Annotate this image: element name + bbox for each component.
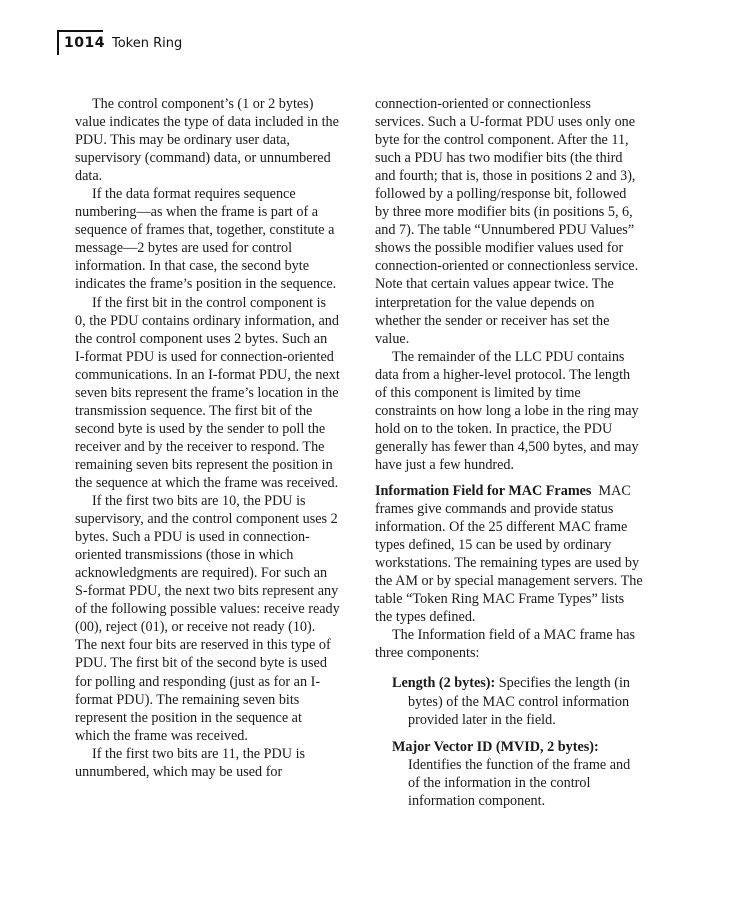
header-rule-vertical	[57, 30, 59, 55]
section-heading: Information Field for MAC Frames	[375, 482, 592, 499]
definition-text: Identifies the function of the frame and of the information in the control information component.	[408, 756, 631, 809]
header-rule-horizontal	[57, 30, 103, 32]
section-paragraph	[375, 482, 643, 626]
right-column	[375, 95, 643, 810]
paragraph: If the first two bits are 10, the PDU is supervisory, and the control component uses 2 bytes. Such a PDU is used in connection-oriented transmissions (those in which acknowledgments are required). For such an S-format PDU, the next two bits represent any of the following possible values: receive ready (00), reject (01), or receive not ready (10). The next four bits are reserved in this type of PDU. The first bit of the second byte is used for polling and responding (just as for an I-format PDU). The remaining seven bits represent the position in the sequence at which the frame was received.	[75, 493, 340, 744]
left-column	[75, 95, 340, 781]
paragraph: The Information field of a MAC frame has three components:	[375, 627, 636, 662]
paragraph: The control component’s (1 or 2 bytes) value indicates the type of data included in the PDU. This may be ordinary user data, supervisory (command) data, or unnumbered data.	[75, 96, 339, 185]
definition-term: Major Vector ID (MVID, 2 bytes):	[392, 738, 599, 755]
definition-text: Specifies the length (in bytes) of the MAC control information provided later in the field.	[408, 675, 630, 728]
running-title: Token Ring	[112, 36, 183, 51]
definition-term: Length (2 bytes):	[392, 675, 496, 692]
definition-mvid	[375, 738, 643, 810]
section-text: MAC frames give commands and provide status information. Of the 25 different MAC frame types defined, 15 can be used by ordinary workstations. The remaining types are used by the AM or by special management servers. The table “Token Ring MAC Frame Types” lists the types defined.	[375, 482, 643, 626]
paragraph-continued: connection-oriented or connectionless services. Such a U-format PDU uses only one byte for the control component. After the 11, such a PDU has two modifier bits (the third and fourth; that is, those in positions 2 and 3), followed by a polling/response bit, followed by three more modifier bits (in positions 5, 6, and 7). The table “Unnumbered PDU Values” shows the possible modifier values used for connection-oriented or connectionless service. Note that certain values appear twice. The interpretation for the value depends on whether the sender or receiver has set the value.	[375, 96, 639, 347]
paragraph: If the first two bits are 11, the PDU is unnumbered, which may be used for	[75, 745, 306, 780]
definition-length	[375, 674, 643, 728]
page-number: 1014	[64, 35, 105, 51]
paragraph: The remainder of the LLC PDU contains data from a higher-level protocol. The length of this component is limited by time constraints on how long a lobe in the ring may hold on to the token. In practice, the PDU generally has fewer than 4,500 bytes, and may have just a few hundred.	[375, 348, 639, 473]
paragraph: If the data format requires sequence numbering—as when the frame is part of a sequence of frames that, together, constitute a message—2 bytes are used for control information. In that case, the second byte indicates the frame’s position in the sequence.	[75, 186, 337, 293]
paragraph: If the first bit in the control component is 0, the PDU contains ordinary information, and the control component uses 2 bytes. Such an I-format PDU is used for connection-oriented communications. In an I-format PDU, the next seven bits represent the frame’s location in the transmission sequence. The first bit of the second byte is used by the sender to poll the receiver and by the receiver to respond. The remaining seven bits represent the position in the sequence at which the frame was received.	[75, 294, 340, 491]
